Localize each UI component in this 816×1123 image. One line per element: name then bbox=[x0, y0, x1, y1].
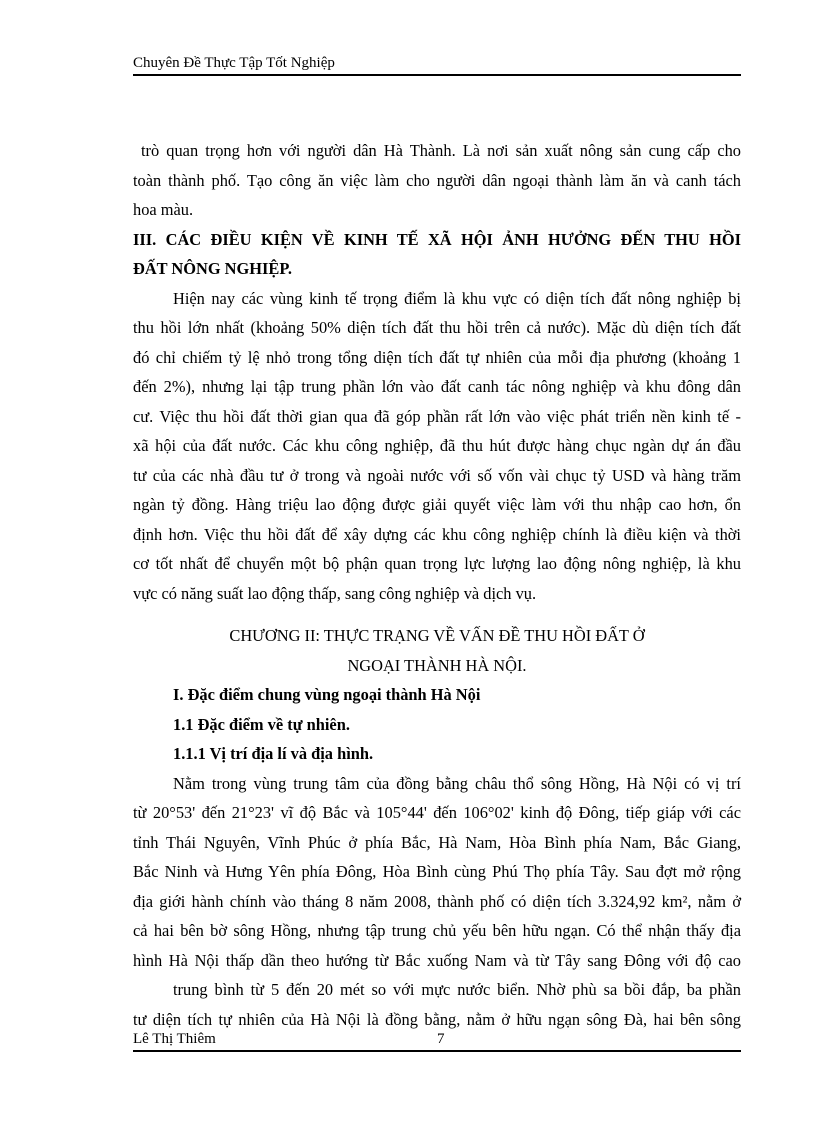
page-number: 7 bbox=[437, 1031, 445, 1047]
text-line: đó chỉ chiếm tỷ lệ nhỏ trong tổng diện tích đất tự nhiên của mỗi địa phương (khoảng 1 bbox=[133, 347, 741, 367]
page-footer bbox=[133, 1028, 741, 1052]
text-line: vực có năng suất lao động thấp, sang công nghiệp và dịch vụ. bbox=[133, 583, 537, 603]
header-title: Chuyên Đề Thực Tập Tốt Nghiệp bbox=[133, 55, 335, 71]
chapter-title-line: NGOẠI THÀNH HÀ NỘI. bbox=[347, 655, 527, 675]
paragraph-continuation bbox=[133, 136, 741, 225]
section-heading-iii bbox=[133, 225, 741, 284]
text-line: ngàn tỷ đồng. Hàng triệu lao động được giải quyết việc làm với thu nhập cao hơn, ổn bbox=[133, 495, 741, 514]
page-content bbox=[133, 136, 741, 1034]
footer-author: Lê Thị Thiêm bbox=[133, 1031, 216, 1047]
text-line: Bắc Ninh và Hưng Yên phía Đông, Hòa Bình cùng Phú Thọ phía Tây. Sau đợt mở rộng bbox=[133, 862, 741, 881]
text-line: Nằm trong vùng trung tâm của đồng bằng châu thổ sông Hồng, Hà Nội có vị trí bbox=[173, 773, 741, 793]
text-line: hình Hà Nội thấp dần theo hướng từ Bắc xuống Nam và từ Tây sang Đông với độ cao bbox=[133, 950, 741, 970]
text-line: xã hội của đất nước. Các khu công nghiệp, đã thu hút được hàng chục ngàn dự án đầu bbox=[133, 436, 741, 455]
text-line: tư diện tích tự nhiên của Hà Nội là đồng bằng, nằm ở hữu ngạn sông Đà, hai bên sông bbox=[133, 1009, 741, 1029]
text-line: địa giới hành chính vào tháng 8 năm 2008, thành phố có diện tích 3.324,92 km², nằm ở bbox=[133, 891, 741, 911]
heading-1-1: 1.1 Đặc điểm về tự nhiên. bbox=[173, 714, 350, 734]
heading-1-1-1: 1.1.1 Vị trí địa lí và địa hình. bbox=[173, 744, 374, 763]
heading-i: I. Đặc điểm chung vùng ngoại thành Hà Nội bbox=[173, 685, 481, 704]
text-line: cơ tốt nhất để chuyển một bộ phận quan trọng lực lượng lao động nông nghiệp, là khu bbox=[133, 554, 741, 573]
chapter-title-line: CHƯƠNG II: THỰC TRẠNG VỀ VẤN ĐỀ THU HỒI ĐẤT Ở bbox=[229, 626, 645, 645]
text-line: tỉnh Thái Nguyên, Vĩnh Phúc ở phía Bắc, Hà Nam, Hòa Bình phía Nam, Bắc Giang, bbox=[133, 832, 741, 852]
heading-line: ĐẤT NÔNG NGHIỆP. bbox=[133, 259, 292, 278]
paragraph-economic-conditions bbox=[133, 284, 741, 609]
text-line: trò quan trọng hơn với người dân Hà Thành. Là nơi sản xuất nông sản cung cấp cho bbox=[141, 141, 741, 160]
text-line: thu hồi lớn nhất (khoảng 50% diện tích đất thu hồi trên cả nước). Mặc dù diện tích đất bbox=[133, 318, 741, 337]
page-header bbox=[133, 52, 741, 76]
text-line: Hiện nay các vùng kinh tế trọng điểm là khu vực có diện tích đất nông nghiệp bị bbox=[173, 288, 741, 308]
text-line: từ 20°53' đến 21°23' vĩ độ Bắc và 105°44' đến 106°02' kinh độ Đông, tiếp giáp với các bbox=[133, 803, 741, 822]
paragraph-location bbox=[133, 769, 741, 1035]
heading-line: III. CÁC ĐIỀU KIỆN VỀ KINH TẾ XÃ HỘI ẢNH HƯỞNG ĐẾN THU HỒI bbox=[133, 229, 741, 249]
text-line: hoa màu. bbox=[133, 200, 194, 219]
text-line: cả hai bên bờ sông Hồng, nhưng tập trung chủ yếu bên hữu ngạn. Có thể nhận thấy địa bbox=[133, 921, 741, 940]
text-line: tư của các nhà đầu tư ở trong và ngoài nước với số vốn vài chục tỷ USD và hàng trăm bbox=[133, 465, 741, 485]
text-line: đến 2%), nhưng lại tập trung phần lớn vào đất canh tác nông nghiệp và khu đông dân bbox=[133, 377, 741, 396]
text-line: toàn thành phố. Tạo công ăn việc làm cho người dân ngoại thành làm ăn và canh tách bbox=[133, 170, 741, 190]
text-line: cư. Việc thu hồi đất thời gian qua đã góp phần rất lớn vào việc phát triển nền kinh tế - bbox=[133, 406, 741, 426]
text-line: định hơn. Việc thu hồi đất để xây dựng các khu công nghiệp chính là điều kiện và thời bbox=[133, 524, 741, 544]
chapter-title bbox=[133, 621, 741, 680]
text-line: trung bình từ 5 đến 20 mét so với mực nước biển. Nhờ phù sa bồi đắp, ba phần bbox=[173, 980, 741, 999]
